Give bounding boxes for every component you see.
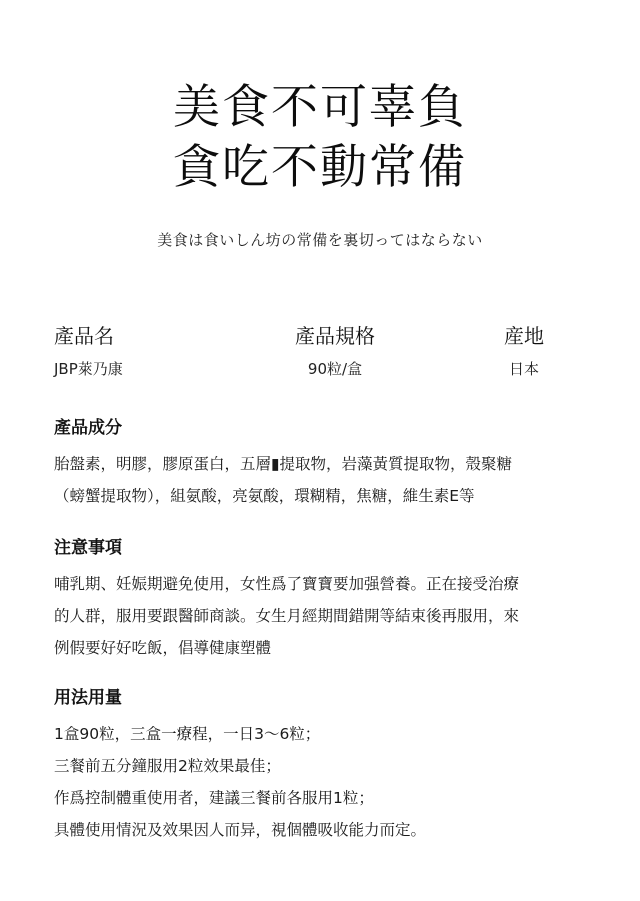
usage-line: 具體使用情況及效果因人而异，視個體吸收能力而定。	[54, 821, 427, 839]
spec-column-origin	[487, 322, 561, 380]
spec-spec-value: 90粒/盒	[307, 360, 363, 378]
usage-line: 三餐前五分鐘服用2粒效果最佳；	[54, 757, 281, 775]
usage-line: 1盒90粒，三盒一療程，一日3～6粒；	[54, 725, 321, 743]
spec-spec-label: 產品規格	[295, 324, 375, 348]
notice-line: 例假要好好吃飯，倡導健康塑體	[54, 639, 272, 657]
spec-column-name	[54, 322, 123, 380]
notice-line: 哺乳期、妊娠期避免使用，女性爲了寶寶要加强營養。正在接受治療	[54, 575, 520, 593]
hero-line-2: 貪吃不動常備	[173, 140, 467, 195]
notice-section	[54, 536, 614, 664]
subtitle: 美食は食いしん坊の常備を裏切ってはならない	[157, 231, 483, 249]
ingredients-body	[54, 448, 614, 512]
notice-body	[54, 568, 614, 664]
usage-title: 用法用量	[54, 688, 122, 708]
ingredients-line: 胎盤素，明膠，膠原蛋白，五層▮提取物，岩藻黃質提取物，殼聚糖	[54, 455, 513, 473]
notice-line: 的人群，服用要跟醫師商談。女生月經期間錯開等結束後再服用，來	[54, 607, 520, 625]
ingredients-title: 產品成分	[54, 418, 122, 438]
hero-heading	[0, 78, 640, 198]
ingredients-section	[54, 416, 614, 512]
spec-name-label: 產品名	[54, 324, 114, 348]
hero-line-1: 美食不可辜負	[173, 80, 467, 135]
spec-origin-value: 日本	[508, 360, 539, 378]
usage-section	[54, 686, 614, 846]
ingredients-line: （螃蟹提取物），組氨酸，亮氨酸，環糊精，焦糖，維生素E等	[54, 487, 475, 505]
spec-origin-label: 産地	[504, 324, 544, 348]
usage-line: 作爲控制體重使用者，建議三餐前各服用1粒；	[54, 789, 374, 807]
notice-title: 注意事項	[54, 538, 122, 558]
usage-body	[54, 718, 614, 846]
spec-name-value: JBP萊乃康	[54, 360, 123, 378]
spec-column-spec	[287, 322, 383, 380]
